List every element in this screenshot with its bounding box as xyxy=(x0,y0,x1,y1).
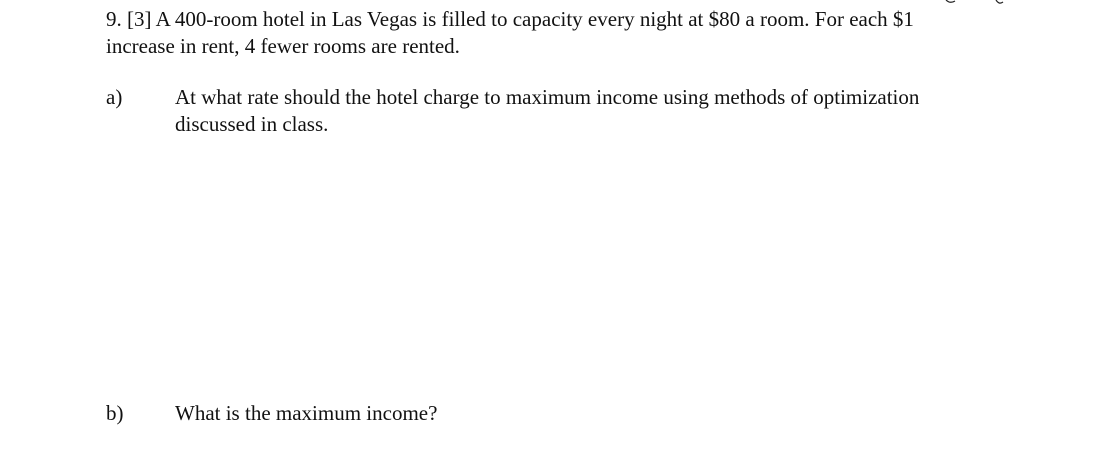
problem-line-1: 9. [3] A 400-room hotel in Las Vegas is filled to capacity every night at $80 a room. For each $1 xyxy=(106,7,914,31)
part-b-text xyxy=(175,400,1075,427)
problem-statement xyxy=(106,6,1096,60)
part-a-text xyxy=(175,84,1075,138)
part-a-line-2: discussed in class. xyxy=(175,112,329,136)
part-b-line-1: What is the maximum income? xyxy=(175,401,438,425)
part-a-label: a) xyxy=(106,85,123,109)
part-a-line-1: At what rate should the hotel charge to maximum income using methods of optimization xyxy=(175,85,920,109)
problem-line-2: increase in rent, 4 fewer rooms are rented. xyxy=(106,34,460,58)
part-b-label: b) xyxy=(106,401,124,425)
